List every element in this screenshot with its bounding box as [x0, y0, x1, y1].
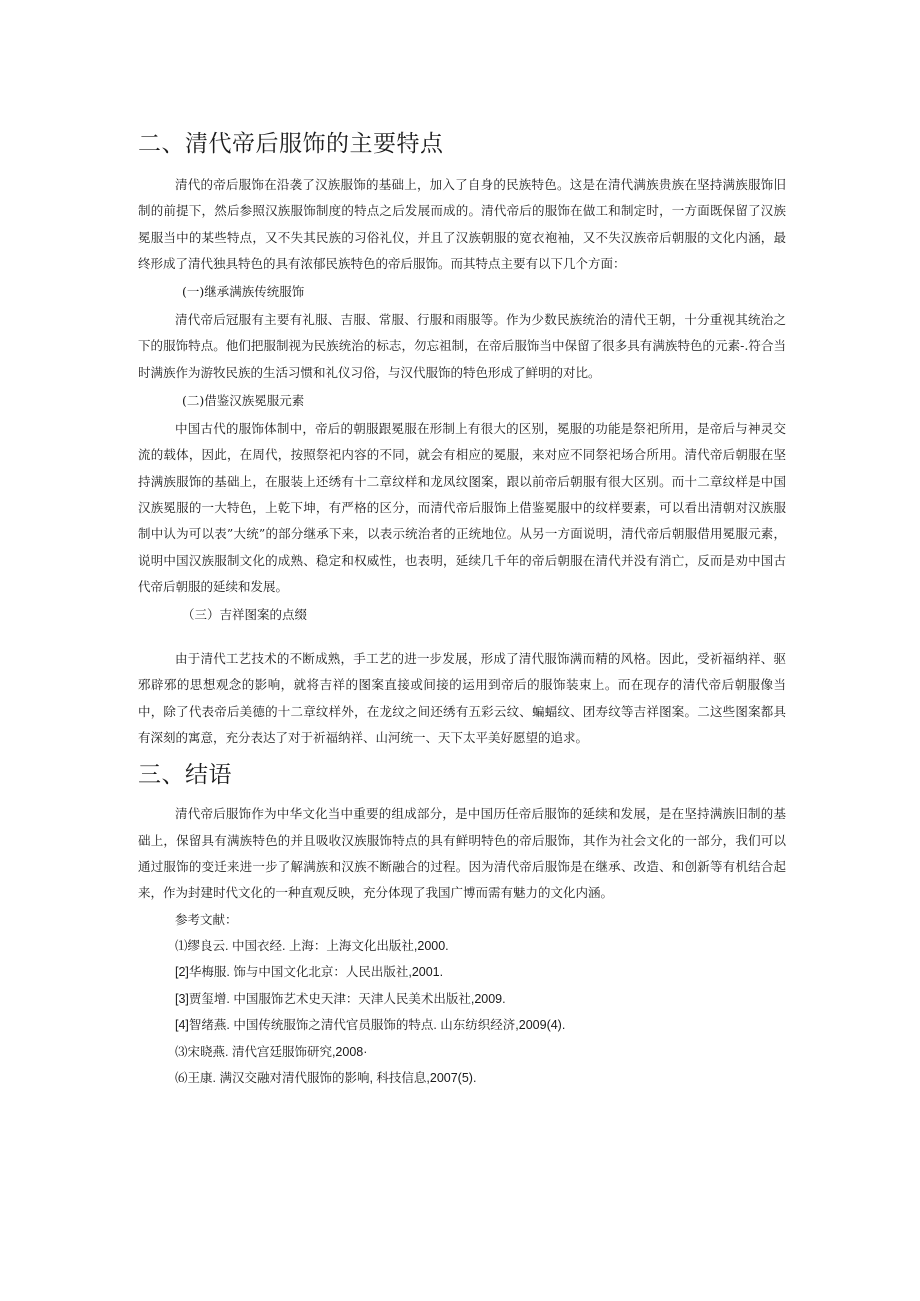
reference-item: ⑶宋晓燕. 清代宫廷服饰研究,2008· [175, 1044, 368, 1059]
reference-item: ⑹王康. 满汉交融对清代服饰的影响, 科技信息,2007(5). [175, 1071, 477, 1086]
section-heading-2: 二、清代帝后服饰的主要特点 [138, 131, 444, 157]
section-heading-3: 三、结语 [138, 762, 232, 789]
reference-list [138, 933, 786, 1092]
reference-item: ⑴缪良云. 中国衣经. 上海：上海文化出版社,2000. [175, 938, 449, 953]
subsection-2-title: (二)借鉴汉族冕服元素 [182, 393, 305, 409]
reference-item: [2]华梅服. 饰与中国文化北京：人民出版社,2001. [175, 965, 444, 980]
reference-item: [3]贾玺增. 中国服饰艺术史天津：天津人民美术出版社,2009. [175, 991, 506, 1006]
subsection-1-paragraph: 清代帝后冠服有主要有礼服、吉服、常服、行服和雨服等。作为少数民族统治的清代王朝，十分重视其统治之下的服饰特点。他们把服制视为民族统治的标志，勿忘祖制，在帝后服饰当中保留了很多具有满族特色的元素-.符合当时满族作为游牧民族的生活习惯和礼仪习俗，与汉代服饰的特色形成了鲜明的对比。 [138, 312, 786, 380]
section-2-intro-paragraph: 清代的帝后服饰在沿袭了汉族服饰的基础上，加入了自身的民族特色。这是在清代满族贵族在坚持满族服饰旧制的前提下，然后参照汉族服饰制度的特点之后发展而成的。清代帝后的服饰在做工和制定时，一方面既保留了汉族冕服当中的某些特点，又不失其民族的习俗礼仪，并且了汉族朝服的宽衣袍袖，又不失汉族帝后朝服的文化内涵，最终形成了清代独具特色的具有浓郁民族特色的帝后服饰。而其特点主要有以下几个方面： [138, 177, 786, 271]
subsection-2-paragraph: 中国古代的服饰体制中，帝后的朝服跟冕服在形制上有很大的区别，冕服的功能是祭祀所用，是帝后与神灵交流的载体，因此，在周代，按照祭祀内容的不同，就会有相应的冕服，来对应不同祭祀场合所用。清代帝后朝服在坚持满族服饰的基础上，在服装上还绣有十二章纹样和龙凤纹图案，跟以前帝后朝服有很大区别。而十二章纹样是中国汉族冕服的一大特色，上乾下坤，有严格的区分，而清代帝后服饰上借鉴冕服中的纹样要素，可以看出清朝对汉族服制中认为可以表”大统”的部分继承下来，以表示统治者的正统地位。从另一方面说明，清代帝后朝服借用冕服元素，说明中国汉族服制文化的成熟、稳定和权威性，也表明，延续几千年的帝后朝服在清代并没有消亡，反而是劝中国古代帝后朝服的延续和发展。 [138, 421, 786, 594]
subsection-3-title: （三）吉祥图案的点缀 [182, 607, 308, 623]
conclusion-paragraph: 清代帝后服饰作为中华文化当中重要的组成部分，是中国历任帝后服饰的延续和发展，是在坚持满族旧制的基础上，保留具有满族特色的并且吸收汉族服饰特点的具有鲜明特色的帝后服饰，其作为社会文化的一部分，我们可以通过服饰的变迁来进一步了解满族和汉族不断融合的过程。因为清代帝后服饰是在继承、改造、和创新等有机结合起来，作为封建时代文化的一种直观反映，充分体现了我国广博而需有魅力的文化内涵。 [138, 806, 786, 901]
subsection-1-title: (一)继承满族传统服饰 [182, 284, 305, 300]
subsection-3-paragraph: 由于清代工艺技术的不断成熟，手工艺的进一步发展，形成了清代服饰满而精的风格。因此，受祈福纳祥、驱邪辟邪的思想观念的影响，就将吉祥的图案直接或间接的运用到帝后的服饰装束上。而在现存的清代帝后朝服像当中，除了代表帝后美德的十二章纹样外，在龙纹之间还绣有五彩云纹、蝙蝠纹、团寿纹等吉祥图案。二这些图案都具有深刻的寓意，充分表达了对于祈福纳祥、山河统一、天下太平美好愿望的追求。 [138, 651, 786, 746]
reference-item: [4]智绪燕. 中国传统服饰之清代官员服饰的特点. 山东纺织经济,2009(4). [175, 1018, 566, 1033]
references-label: 参考文献： [175, 911, 238, 927]
document-body [138, 128, 786, 1092]
